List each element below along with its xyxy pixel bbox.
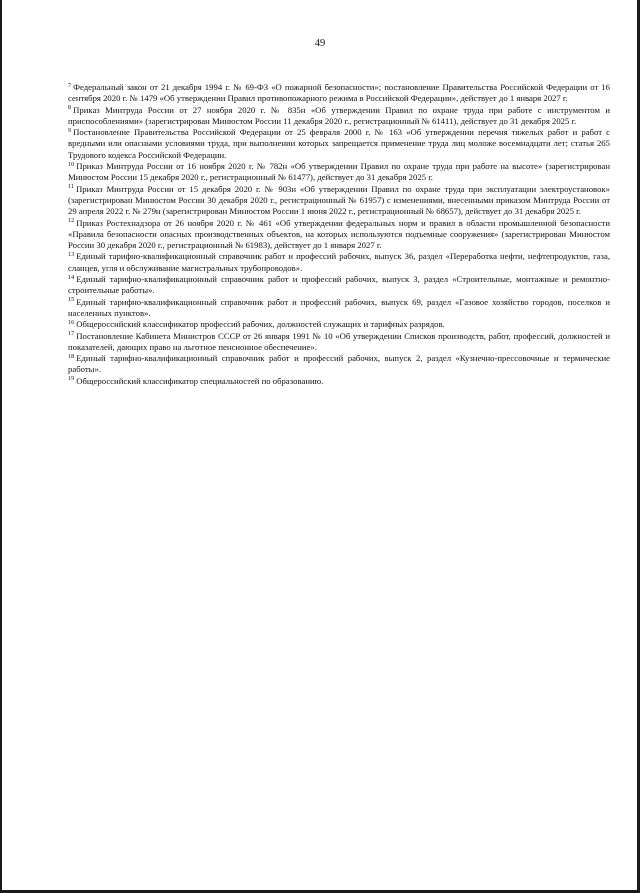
footnote-text: Общероссийский классификатор специальностей по образованию.: [76, 375, 324, 386]
footnote: [68, 319, 610, 330]
footnote: [68, 105, 610, 128]
footnote-number: 14: [68, 273, 75, 281]
page-number: 49: [314, 38, 326, 49]
footnote-text: Постановление Кабинета Министров СССР от 26 января 1991 № 10 «Об утверждении Списков производств, работ, профессий, должностей и показателей, дающих право на льготное пенсионное обеспечение».: [68, 330, 610, 352]
footnote: [68, 184, 610, 218]
footnote-number: 9: [68, 126, 72, 134]
footnote-number: 15: [68, 296, 75, 304]
footnote-text: Единый тарифно-квалификационный справочник работ и профессий рабочих, выпуск 2, раздел «Кузнечно-прессовочные и термические работы».: [68, 353, 610, 375]
scan-edge-left: [0, 0, 2, 893]
footnote-text: Единый тарифно-квалификационный справочник работ и профессий рабочих, выпуск 36, раздел «Переработка нефти, нефтепродуктов, газа, сланцев, угля и обслуживание магистральных трубопроводов».: [68, 251, 610, 273]
footnote-number: 16: [68, 318, 75, 326]
footnote: [68, 274, 610, 297]
footnote-text: Приказ Минтруда России от 15 декабря 2020 г. № 903н «Об утверждении Правил по охране труда при эксплуатации электроустановок» (зарегистрирован Минюстом России 30 декабря 2020 г., регистрационный № 61957) с изменениями, внесенными приказом Минтруда России от 29 апреля 2022 г. № 279н (зарегистрирован Минюстом России 1 июня 2022 г., регистрационный № 68657), действует до 31 декабря 2025 г.: [68, 183, 610, 217]
footnote-text: Единый тарифно-квалификационный справочник работ и профессий рабочих, выпуск 3, раздел «Строительные, монтажные и ремонтно-строительные работы».: [68, 274, 610, 296]
footnote-number: 11: [68, 183, 74, 191]
footnote-text: Федеральный закон от 21 декабря 1994 г. № 69-ФЗ «О пожарной безопасности»; постановление Правительства Российской Федерации от 16 сентября 2020 г. № 1479 «Об утверждении Правил противопожарного режима в Российской Федерации», действует до 1 января 2027 г.: [68, 82, 610, 104]
footnote: [68, 251, 610, 274]
footnote-text: Общероссийский классификатор профессий рабочих, должностей служащих и тарифных разрядов.: [76, 319, 445, 330]
footnote-number: 13: [68, 250, 75, 258]
footnote: [68, 82, 610, 105]
footnote: [68, 376, 610, 387]
footnote-number: 8: [68, 104, 72, 112]
footnote-number: 19: [68, 375, 75, 383]
footnote-text: Приказ Минтруда России от 16 ноября 2020 г. № 782н «Об утверждении Правил по охране труда при работе на высоте» (зарегистрирован Минюстом России 15 декабря 2020 г., регистрационный № 61477), действует до 31 декабря 2025 г.: [68, 161, 610, 183]
footnote-text: Приказ Ростехнадзора от 26 ноября 2020 г. № 461 «Об утверждении федеральных норм и правил в области промышленной безопасности «Правила безопасности опасных производственных объектов, на которых используются подъемные сооружения» (зарегистрирован Минюстом России 30 декабря 2020 г., регистрационный № 61983), действует до 1 января 2027 г.: [68, 217, 610, 251]
footnotes-section: [68, 82, 610, 387]
footnote: [68, 353, 610, 376]
footnote-text: Постановление Правительства Российской Федерации от 25 февраля 2000 г. № 163 «Об утверждении перечня тяжелых работ и работ с вредными или опасными условиями труда, при выполнении которых запрещается применение труда лиц моложе восемнадцати лет; статья 265 Трудового кодекса Российской Федерации.: [68, 127, 610, 160]
footnote-number: 10: [68, 160, 75, 168]
footnote-number: 17: [68, 330, 75, 338]
footnote: [68, 331, 610, 354]
footnote-text: Приказ Минтруда России от 27 ноября 2020 г. № 835н «Об утверждении Правил по охране труда при работе с инструментом и приспособлениями» (зарегистрирован Минюстом России 11 декабря 2020 г., регистрационный № 61411), действует до 31 декабря 2025 г.: [68, 104, 610, 126]
footnote: [68, 218, 610, 252]
footnote-number: 7: [68, 81, 72, 89]
footnote: [68, 297, 610, 320]
footnote: [68, 127, 610, 161]
footnote: [68, 161, 610, 184]
footnote-number: 18: [68, 352, 75, 360]
footnote-number: 12: [68, 217, 75, 225]
footnote-text: Единый тарифно-квалификационный справочник работ и профессий рабочих, выпуск 69, раздел «Газовое хозяйство городов, поселков и населенных пунктов».: [68, 296, 610, 318]
